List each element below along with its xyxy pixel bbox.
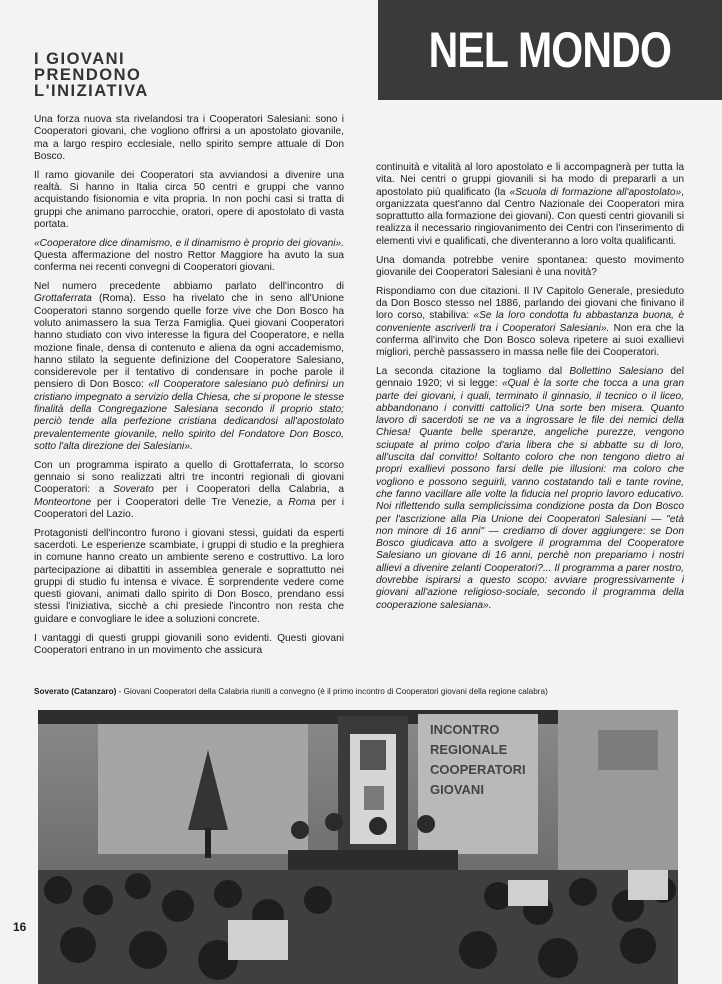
paragraph: Protagonisti dell'incontro furono i giovani stessi, guidati da esperti sacerdoti. Le esperienze scambiate, i gruppi di studio e la preghiera in comune hanno creato un ambiente sereno e costruttivo. La loro partecipazione ai dibattiti in assemblea generale e soprattutto nei gruppi di studio fu intensa e vivace. È sorprendente vedere come questi giovani, animati dallo spirito di Don Bosco, prendano essi stessi l'iniziativa, sicchè a chi presiede l'incontro non resta che guidare e convogliare le idee a soluzioni concrete. <box>34 527 344 625</box>
paragraph: I vantaggi di questi gruppi giovanili sono evidenti. Questi giovani Cooperatori entrano in un movimento che assicura <box>34 632 344 656</box>
paragraph: Il ramo giovanile dei Cooperatori sta avviandosi a divenire una realtà. Si hanno in Italia circa 50 centri e gruppi che vanno acquistando fisionomia e vita propria. In non pochi casi si tratta di gruppi che animano parrocchie, oratori, opere di apostolato di vasta portata. <box>34 169 344 230</box>
quote: «Scuola di formazione all'apostolato» <box>509 186 682 198</box>
place-name: Soverato <box>113 484 154 496</box>
sign-text: GIOVANI <box>430 782 484 797</box>
headline-line: PRENDONO <box>34 66 142 84</box>
sign-text: REGIONALE <box>430 742 508 757</box>
headline-line: I GIOVANI <box>34 50 126 68</box>
left-column <box>34 114 344 664</box>
headline-line: L'INIZIATIVA <box>34 82 149 100</box>
paragraph <box>376 162 684 248</box>
text-run: Rispondiamo con due citazioni. Il IV Capitolo Generale, presieduto da Don Bosco stesso nel 1886, parlando dei giovani che finivano il loro corso, stabiliva: <box>376 285 684 322</box>
text-run: per i Cooperatori della Calabria, a <box>153 484 344 496</box>
section-banner <box>378 0 722 100</box>
text-run: per i Cooperatori delle Tre Venezie, a <box>91 496 289 508</box>
photo-caption <box>34 687 694 696</box>
text-run: del gennaio 1920; vi si legge: <box>376 365 684 390</box>
text-run: (Roma). Esso ha rivelato che in seno all'Unione Cooperatori stanno sorgendo quelle forze vive che Don Bosco ha voluto animassero la sua Terza Famiglia. Quei giovani Cooperatori hanno studiato con vivo interesse la figura del Cooperatore, e nella mozione finale, densa di contenuto e aliena da ogni accademismo, hanno stilato la seguente definizione del Cooperatore Salesiano, considerevole per il tentativo di condensare in poche parole il pensiero di Don Bosco: <box>34 293 344 391</box>
quote: «Qual è la sorte che tocca a una gran parte dei giovani, i quali, terminato il ginnasio, il tecnico o il liceo, abbandonano i convitti cattolici? Una sorte ben misera. Quanto lavoro di sacerdoti se ne va a ingrossare le file dei nemici della Chiesa! Quante belle speranze, angeliche purezze, vengono sciupate al primo colpo d'aria libera che si abbatte su di loro, all'uscita dal convitto! Soltanto coloro che non tengono dietro ai propri exallievi possono farsi delle pie illusioni: ma coloro che vogliono e possono seguirli, vanno costatando tali e tante rovine, che fanno vacillare alle volte la fiducia nel proprio lavoro educativo. Noi riflettendo sulla semplicissima condizione posta da Don Bosco per l'ascrizione alla Pia Unione dei Cooperatori Salesiani — "età non minore di 16 anni" — crediamo di dover aggiungere: se Don Bosco giudicava atto a svolgere il programma del Cooperatore Salesiano un giovane di 16 anni, perchè non prepariamo i nostri allievi a divenire zelanti Cooperatori?... Il programma a parer nostro, dovrebbe ispirarsi a questo scopo: avviare progressivamente i giovani all'azione religioso-sociale, secondo il programma della cooperazione salesiana». <box>376 378 685 611</box>
sign-text: INCONTRO <box>430 722 500 737</box>
text-run: La seconda citazione la togliamo dal <box>376 365 570 377</box>
place-name: Roma <box>288 496 316 508</box>
quote: «Il Cooperatore salesiano può definirsi un cristiano impegnato a servizio della Chiesa, che si propone le stesse finalità della Congregazione Salesiana secondo il proprio stato; perciò tende alla perfezione cristiana dedicandosi all'apostolato prevalentemente giovanile, nello spirito del Fondatore Don Bosco, sotto l'alta direzione dei Salesiani». <box>34 379 344 452</box>
right-column <box>376 162 684 618</box>
caption-text: - Giovani Cooperatori della Calabria riuniti a convegno (è il primo incontro di Cooperatori giovani della regione calabra) <box>116 687 548 696</box>
place-name: Grottaferrata <box>34 293 92 305</box>
paragraph <box>376 366 684 612</box>
quote: «Cooperatore dice dinamismo, e il dinamismo è proprio dei giovani». <box>34 237 344 249</box>
paragraph <box>34 281 344 453</box>
text-run: , organizzata quest'anno dal Centro Nazionale dei Cooperatori mira soprattutto alla formazione dei giovani). Con questi centri giovanili si realizza il necessario ringiovanimento dei Centri con l'inserimento di elementi vivi e qualificati, che diventeranno a loro volta qualificanti. <box>376 186 685 247</box>
paragraph <box>376 286 684 360</box>
caption-place: Soverato (Catanzaro) <box>34 687 117 696</box>
section-title: NEL MONDO <box>428 22 672 78</box>
paragraph: Una forza nuova sta rivelandosi tra i Cooperatori Salesiani: sono i Cooperatori giovani, che vogliono offrirsi a un apostolato giovanile, ma a largo respiro ecclesiale, nello spirito sempre attuale di Don Bosco. <box>34 114 344 162</box>
text-run: Nel numero precedente abbiamo parlato dell'incontro di <box>34 281 344 293</box>
paragraph: Una domanda potrebbe venire spontanea: questo movimento giovanile dei Cooperatori Salesiani è una novità? <box>376 254 684 278</box>
meeting-photo-drawing <box>38 710 678 984</box>
text-run: Questa affermazione del nostro Rettor Maggiore ha avuto la sua conferma nei recenti convegni di Cooperatori giovani. <box>34 249 344 274</box>
place-name: Monteortone <box>34 496 92 508</box>
meeting-photo <box>38 710 678 984</box>
text-run: per i Cooperatori del Lazio. <box>34 496 344 520</box>
quote: «Se la loro condotta fu abbastanza buona, è conveniente ascriverli tra i Cooperatori Salesiani». <box>376 310 684 334</box>
page-number: 16 <box>13 920 27 934</box>
text-run: Non era che la conferma all'invito che Don Bosco soleva ripetere ai suoi exallievi migliori, perchè passassero in massa nelle file dei Cooperatori. <box>376 322 684 359</box>
publication-name: Bollettino Salesiano <box>569 365 664 377</box>
text-run: Con un programma ispirato a quello di Grottaferrata, lo scorso gennaio si sono realizzati altri tre incontri regionali di giovani Cooperatori: a <box>34 459 344 496</box>
article-headline <box>34 51 334 99</box>
text-run: continuità e vitalità al loro apostolato e li accompagnerà per tutta la vita. Nei centri o gruppi giovanili si ha modo di prepararli a un apostolato più qualificato (la <box>376 162 684 198</box>
paragraph <box>34 238 344 275</box>
sign-text: COOPERATORI <box>430 762 526 777</box>
paragraph <box>34 460 344 521</box>
